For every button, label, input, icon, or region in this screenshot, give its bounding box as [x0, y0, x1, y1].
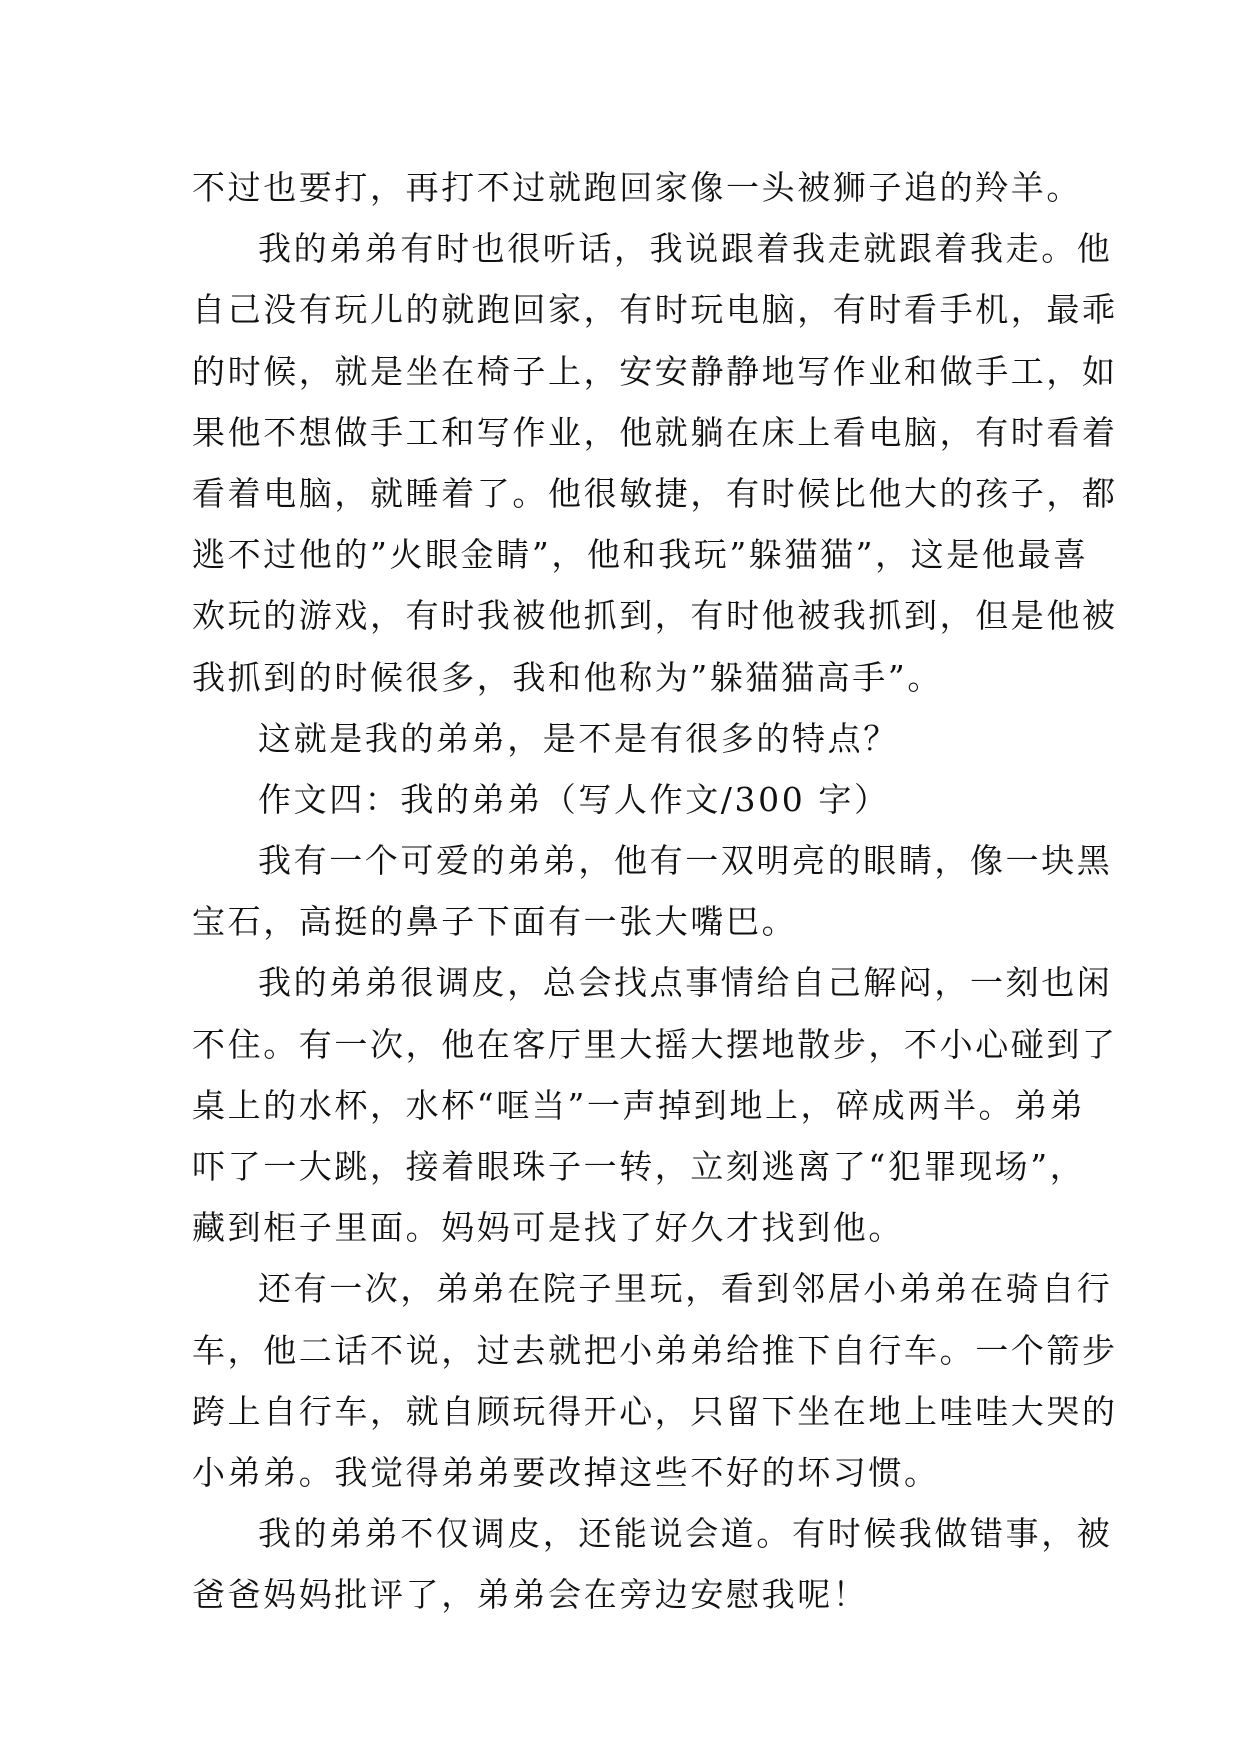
text-line: 跨上自行车，就自顾玩得开心，只留下坐在地上哇哇大哭的	[192, 1391, 1118, 1431]
text-line: 果他不想做手工和写作业，他就躺在床上看电脑，有时看着	[192, 412, 1118, 452]
text-line: 欢玩的游戏，有时我被他抓到，有时他被我抓到，但是他被	[192, 596, 1118, 636]
text-line: 小弟弟。我觉得弟弟要改掉这些不好的坏习惯。	[192, 1452, 940, 1492]
text-line: 藏到柜子里面。妈妈可是找了好久才找到他。	[192, 1208, 904, 1248]
text-line: 看着电脑，就睡着了。他很敏捷，有时候比他大的孩子，都	[192, 473, 1118, 513]
text-line: 爸爸妈妈批评了，弟弟会在旁边安慰我呢！	[192, 1575, 869, 1615]
text-line: 自己没有玩儿的就跑回家，有时玩电脑，有时看手机，最乖	[192, 290, 1118, 330]
text-line: 逃不过他的”火眼金睛”，他和我玩”躲猫猫”，这是他最喜	[192, 535, 1089, 575]
text-line: 不过也要打，再打不过就跑回家像一头被狮子追的羚羊。	[192, 168, 1082, 207]
text-line: 我抓到的时候很多，我和他称为”躲猫猫高手”。	[192, 657, 943, 697]
text-line: 车，他二话不说，过去就把小弟弟给推下自行车。一个箭步	[192, 1330, 1118, 1370]
text-line: 宝石，高挺的鼻子下面有一张大嘴巴。	[192, 902, 798, 942]
text-line: 这就是我的弟弟，是不是有很多的特点？	[258, 718, 899, 758]
text-line: 还有一次，弟弟在院子里玩，看到邻居小弟弟在骑自行	[258, 1269, 1113, 1309]
section-heading: 作文四：我的弟弟（写人作文/300 字）	[258, 779, 890, 819]
text-line: 桌上的水杯，水杯“哐当”一声掉到地上，碎成两半。弟弟	[192, 1085, 1086, 1125]
text-line: 我的弟弟不仅调皮，还能说会道。有时候我做错事，被	[258, 1514, 1113, 1554]
text-line: 我有一个可爱的弟弟，他有一双明亮的眼睛，像一块黑	[258, 841, 1113, 881]
text-line: 吓了一大跳，接着眼珠子一转，立刻逃离了“犯罪现场”，	[192, 1147, 1086, 1186]
text-line: 的时候，就是坐在椅子上，安安静静地写作业和做手工，如	[192, 351, 1118, 391]
text-line: 我的弟弟有时也很听话，我说跟着我走就跟着我走。他	[258, 229, 1113, 269]
text-line: 我的弟弟很调皮，总会找点事情给自己解闷，一刻也闲	[258, 963, 1113, 1003]
text-line: 不住。有一次，他在客厅里大摇大摆地散步，不小心碰到了	[192, 1024, 1118, 1064]
document-body	[192, 157, 1118, 1626]
